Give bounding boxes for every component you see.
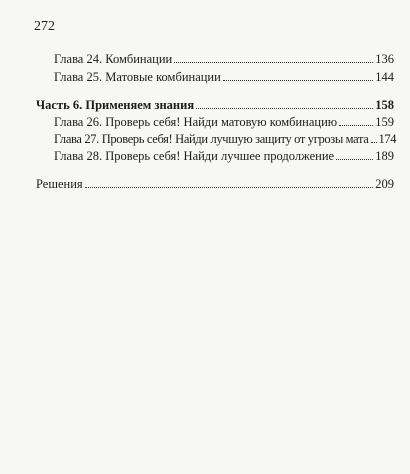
toc-entry-label: Часть 6. Применяем знания bbox=[36, 98, 195, 112]
dot-leader bbox=[85, 176, 374, 188]
toc-entry-part-6 bbox=[36, 97, 394, 113]
dot-leader bbox=[196, 97, 373, 109]
toc-entry-chapter-27 bbox=[54, 131, 397, 147]
dot-leader bbox=[339, 114, 373, 126]
toc-entry-page: 144 bbox=[375, 70, 394, 84]
toc-entry-page: 209 bbox=[375, 177, 394, 191]
toc-entry-label: Глава 27. Проверь себя! Найди лучшую защиту от угрозы мата bbox=[54, 132, 369, 146]
dot-leader bbox=[174, 51, 373, 63]
toc-entry-page: 174 bbox=[378, 132, 397, 146]
page-number: 272 bbox=[34, 19, 55, 34]
toc-entry-label: Глава 26. Проверь себя! Найди матовую комбинацию bbox=[54, 115, 338, 129]
toc-entry-chapter-26 bbox=[54, 114, 394, 130]
toc-entry-chapter-28 bbox=[54, 148, 394, 164]
toc-entry-label: Глава 24. Комбинации bbox=[54, 52, 173, 66]
toc-entry-chapter-24 bbox=[54, 51, 394, 67]
toc-entry-chapter-25 bbox=[54, 69, 394, 85]
dot-leader bbox=[336, 148, 373, 160]
toc-entry-label: Решения bbox=[36, 177, 83, 191]
dot-leader bbox=[223, 69, 373, 81]
toc-entry-solutions bbox=[36, 176, 394, 192]
toc-entry-page: 189 bbox=[375, 149, 394, 163]
toc-entry-label: Глава 25. Матовые комбинации bbox=[54, 70, 221, 84]
toc-entry-label: Глава 28. Проверь себя! Найди лучшее продолжение bbox=[54, 149, 335, 163]
toc-entry-page: 136 bbox=[375, 52, 394, 66]
dot-leader bbox=[371, 131, 377, 143]
toc-entry-page: 158 bbox=[375, 98, 394, 112]
toc-entry-page: 159 bbox=[375, 115, 394, 129]
